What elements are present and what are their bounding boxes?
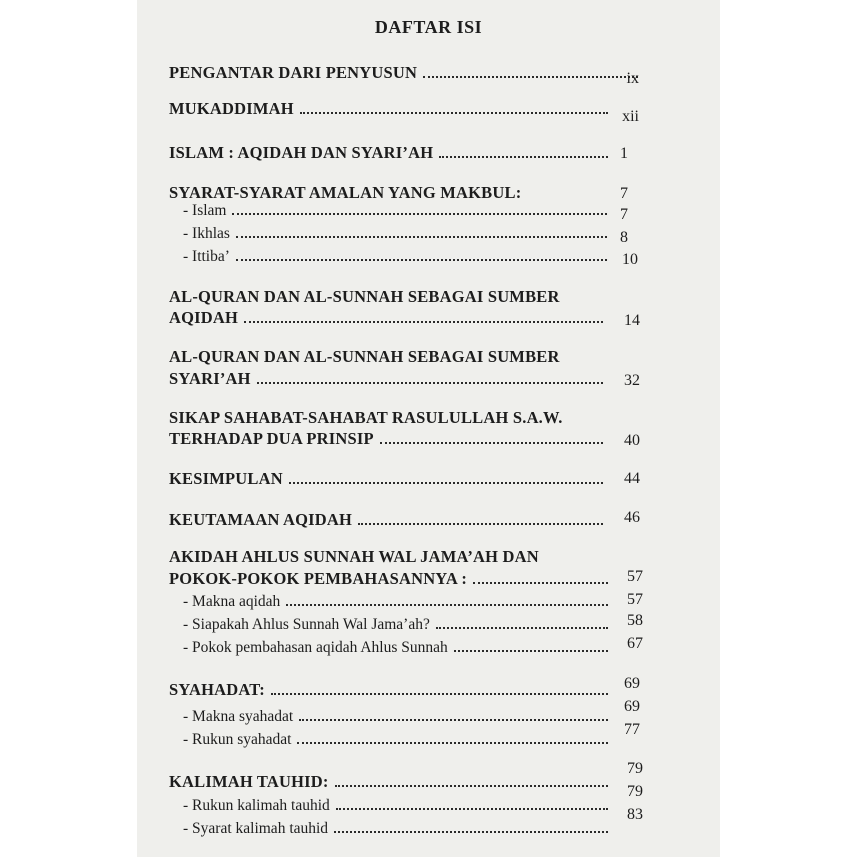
entry-page: 32 [624,372,640,389]
entry-text: ISLAM : AQIDAH DAN SYARI’AH [169,143,434,162]
entry-text: AQIDAH [169,308,239,327]
entry-page: 67 [627,635,643,652]
toc-entry [169,306,609,328]
toc-subentry [183,612,614,634]
dot-leader [299,718,608,721]
entry-text: SYARAT-SYARAT AMALAN YANG MAKBUL: [169,183,522,202]
entry-text: POKOK-POKOK PEMBAHASANNYA : [169,569,468,588]
dot-leader [257,381,603,384]
toc-entry [169,141,614,163]
toc-entry [169,508,609,530]
toc-subentry [183,727,614,749]
entry-page: 69 [624,675,640,692]
entry-text: AKIDAH AHLUS SUNNAH WAL JAMA’AH DAN [169,547,539,566]
entry-text: AL-QURAN DAN AL-SUNNAH SEBAGAI SUMBER [169,287,560,306]
entry-page: 79 [627,760,643,777]
entry-text: - Syarat kalimah tauhid [183,820,329,837]
toc-entry [169,97,614,119]
dot-leader [297,741,608,744]
dot-leader [232,212,607,215]
entry-text: AL-QURAN DAN AL-SUNNAH SEBAGAI SUMBER [169,347,560,366]
toc-entry [169,467,609,489]
dot-leader [289,481,603,484]
entry-text: TERHADAP DUA PRINSIP [169,429,374,448]
entry-text: - Siapakah Ahlus Sunnah Wal Jama’ah? [183,616,430,633]
entry-page: ix [626,70,639,87]
entry-text: - Islam [183,202,227,219]
dot-leader [300,111,608,114]
entry-page: 44 [624,470,640,487]
dot-leader [336,807,608,810]
entry-text: SYAHADAT: [169,680,265,699]
toc-entry [169,545,639,567]
dot-leader [334,830,608,833]
toc-entry [169,61,644,83]
toc-entry [169,427,609,449]
entry-page: 1 [620,145,628,162]
dot-leader [244,320,603,323]
page-title: DAFTAR ISI [374,17,483,37]
toc-subentry [183,221,613,243]
entry-text: - Rukun kalimah tauhid [183,797,330,814]
toc-entry [169,567,614,589]
entry-text: - Rukun syahadat [183,731,292,748]
toc-subentry [183,793,614,815]
entry-page: 7 [620,185,628,202]
entry-page: 40 [624,432,640,449]
dot-leader [286,603,608,606]
entry-page: 14 [624,312,640,329]
entry-page: 57 [627,568,643,585]
entry-page: 57 [627,591,643,608]
entry-page: xii [622,108,639,125]
toc-subentry [183,244,613,266]
toc-subentry [183,589,614,611]
entry-page: 79 [627,783,643,800]
entry-text: - Ikhlas [183,225,230,242]
toc-entry [169,285,639,307]
dot-leader [236,258,607,261]
entry-text: - Ittiba’ [183,248,230,265]
entry-page: 69 [624,698,640,715]
book-page [137,0,720,857]
entry-page: 83 [627,806,643,823]
entry-text: SIKAP SAHABAT-SAHABAT RASULULLAH S.A.W. [169,408,563,427]
entry-page: 10 [622,251,638,268]
dot-leader [335,784,608,787]
toc-entry [169,406,639,428]
toc-entry [169,678,614,700]
toc-subentry [183,704,614,726]
toc-subentry [183,816,614,838]
entry-text: PENGANTAR DARI PENYUSUN [169,63,418,82]
entry-text: MUKADDIMAH [169,99,294,118]
entry-page: 8 [620,229,628,246]
entry-text: - Makna aqidah [183,593,281,610]
toc-subentry [183,198,613,220]
entry-page: 77 [624,721,640,738]
dot-leader [236,235,607,238]
entry-text: - Pokok pembahasan aqidah Ahlus Sunnah [183,639,448,656]
entry-page: 7 [620,206,628,223]
toc-entry [169,770,614,792]
toc-subentry [183,635,614,657]
entry-text: - Makna syahadat [183,708,294,725]
toc-entry [169,367,609,389]
dot-leader [358,522,603,525]
entry-page: 58 [627,612,643,629]
dot-leader [271,692,608,695]
entry-text: KEUTAMAAN AQIDAH [169,510,353,529]
entry-text: KALIMAH TAUHID: [169,772,329,791]
dot-leader [380,441,603,444]
entry-text: SYARI’AH [169,369,251,388]
toc-entry [169,345,639,367]
entry-page: 46 [624,509,640,526]
entry-text: KESIMPULAN [169,469,283,488]
